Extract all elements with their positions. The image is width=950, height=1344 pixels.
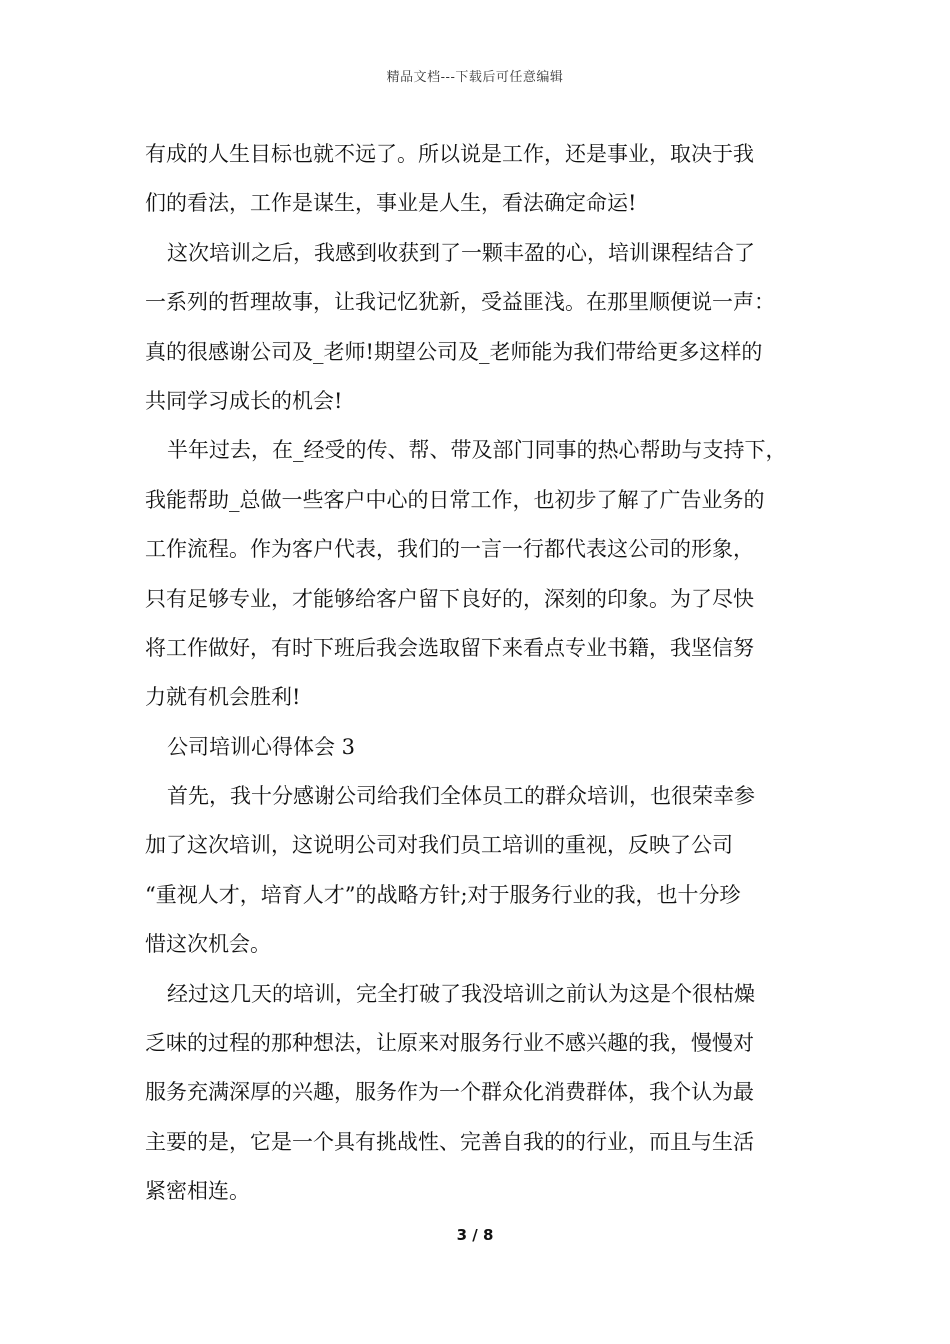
text-line: 服务充满深厚的兴趣，服务作为一个群众化消费群体，我个认为最	[145, 1080, 754, 1105]
section-title: 公司培训心得体会 3	[167, 734, 356, 759]
text-line: 工作流程。作为客户代表，我们的一言一行都代表这公司的形象，	[145, 537, 754, 562]
text-line: 有成的人生目标也就不远了。所以说是工作，还是事业，取决于我	[145, 142, 754, 166]
text-line: “重视人才，培育人才”的战略方针;对于服务行业的我，也十分珍	[145, 882, 741, 907]
document-body	[145, 130, 813, 1217]
text-line: 乏味的过程的那种想法，让原来对服务行业不感兴趣的我，慢慢对	[145, 1031, 754, 1056]
text-line: 一系列的哲理故事，让我记忆犹新，受益匪浅。在那里顺便说一声：	[145, 290, 775, 315]
paragraph-start-line: 半年过去，在_经受的传、帮、带及部门同事的热心帮助与支持下，	[167, 438, 787, 463]
text-line: 将工作做好，有时下班后我会选取留下来看点专业书籍，我坚信努	[145, 635, 754, 660]
text-line: 真的很感谢公司及_老师!期望公司及_老师能为我们带给更多这样的	[145, 339, 763, 364]
text-line: 共同学习成长的机会!	[145, 388, 343, 413]
text-line: 惜这次机会。	[145, 932, 271, 957]
paragraph-start-line: 经过这几天的培训，完全打破了我没培训之前认为这是个很枯燥	[167, 981, 755, 1006]
text-line: 我能帮助_总做一些客户中心的日常工作，也初步了解了广告业务的	[145, 487, 765, 512]
paragraph-start-line: 这次培训之后，我感到收获到了一颗丰盈的心，培训课程结合了	[167, 240, 755, 265]
text-line: 力就有机会胜利!	[145, 685, 301, 710]
text-line: 加了这次培训，这说明公司对我们员工培训的重视，反映了公司	[145, 833, 733, 858]
page-number: 3 / 8	[456, 1226, 494, 1244]
text-line: 紧密相连。	[145, 1179, 250, 1204]
text-line: 们的看法，工作是谋生，事业是人生，看法确定命运!	[145, 191, 637, 216]
text-line: 主要的是，它是一个具有挑战性、完善自我的的行业，而且与生活	[145, 1129, 754, 1154]
text-line: 只有足够专业，才能够给客户留下良好的，深刻的印象。为了尽快	[145, 586, 754, 611]
paragraph-start-line: 首先，我十分感谢公司给我们全体员工的群众培训，也很荣幸参	[167, 784, 755, 809]
page-header: 精品文档---下载后可任意编辑	[386, 70, 564, 85]
